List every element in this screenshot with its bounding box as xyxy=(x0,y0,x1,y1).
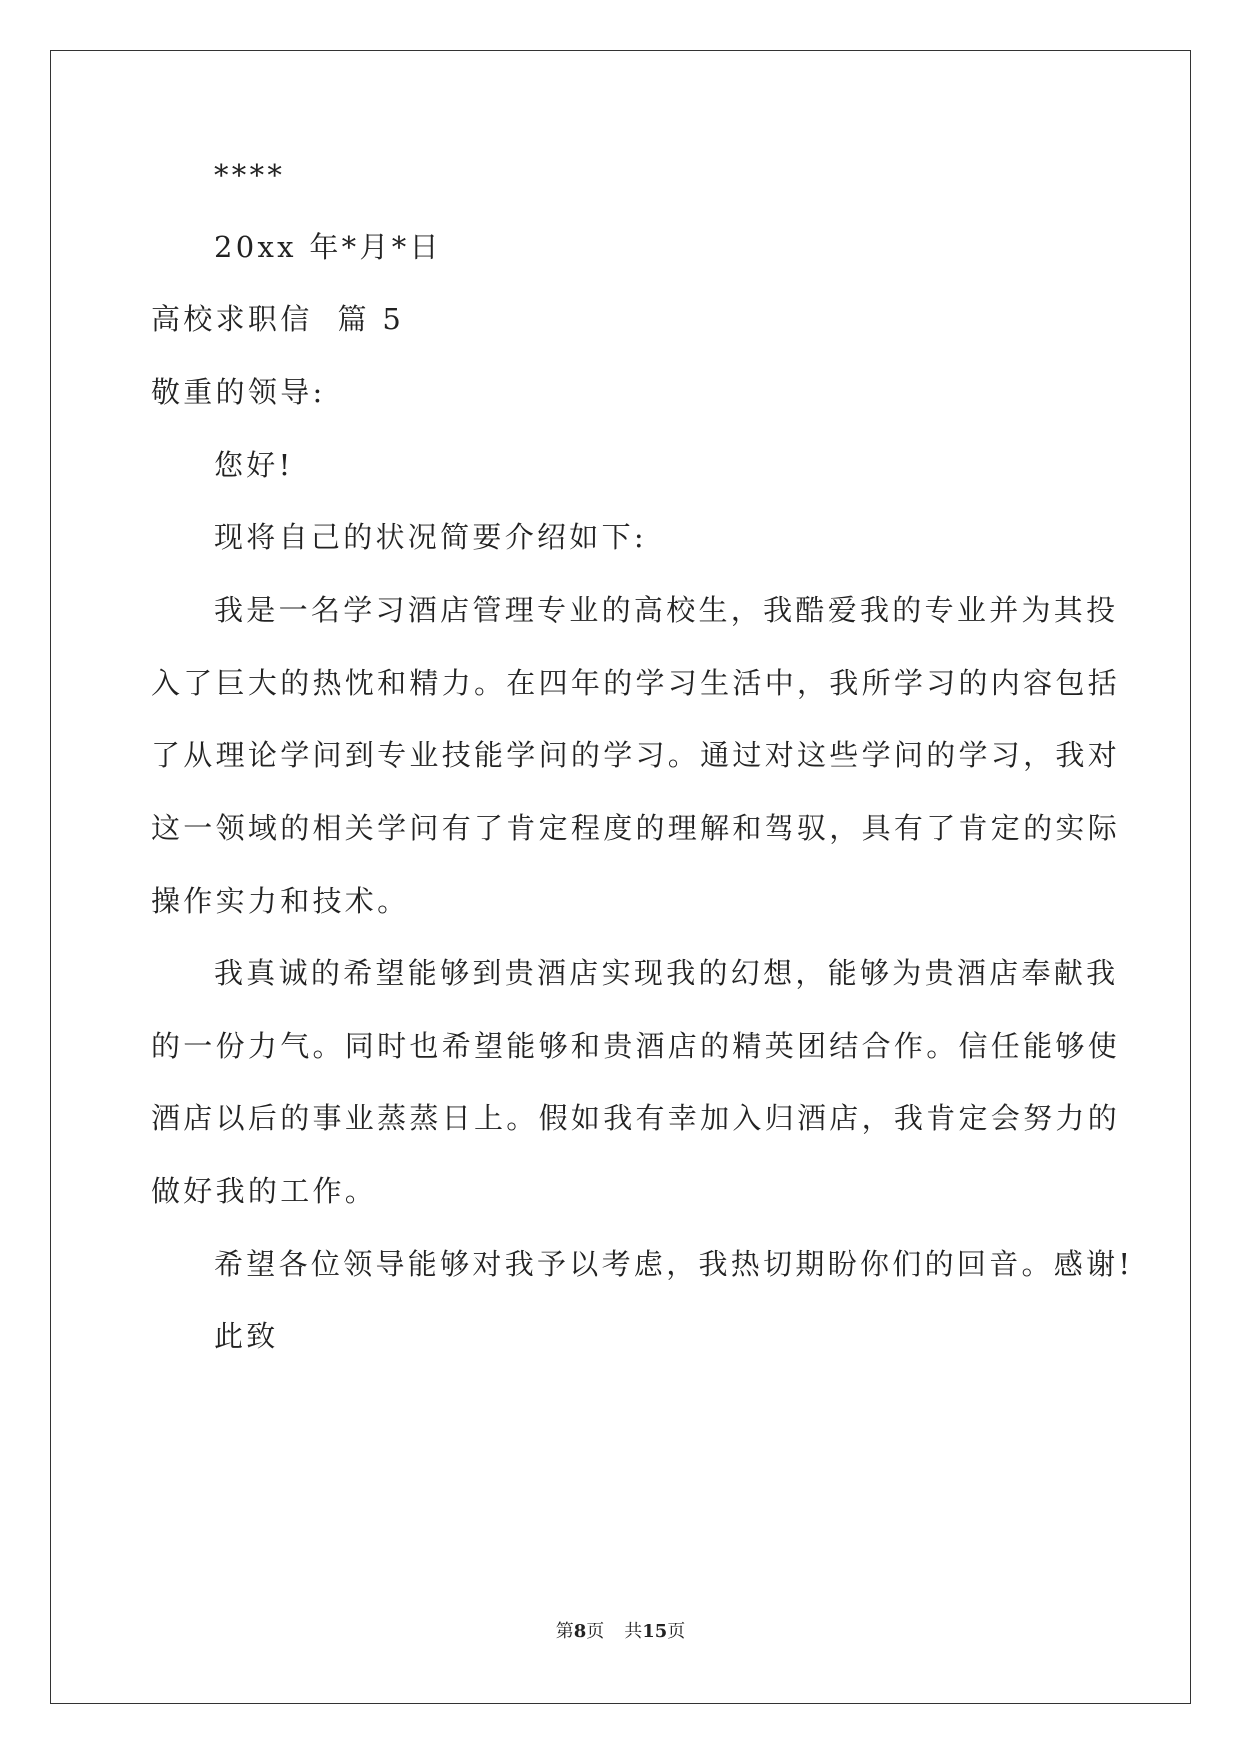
total-suffix: 页 xyxy=(667,1621,686,1642)
paragraph2-line: 我真诚的希望能够到贵酒店实现我的幻想，能够为贵酒店奉献我 xyxy=(214,956,1119,990)
date: 20xx 年*月*日 xyxy=(214,230,442,264)
intro-line: 现将自己的状况简要介绍如下: xyxy=(214,520,647,554)
paragraph1-line: 这一领域的相关学问有了肯定程度的理解和驾驭，具有了肯定的实际 xyxy=(151,811,1121,845)
total-prefix: 共 xyxy=(624,1621,643,1642)
paragraph1-line: 操作实力和技术。 xyxy=(151,884,410,918)
page-prefix: 第 xyxy=(555,1621,574,1642)
paragraph3-line: 希望各位领导能够对我予以考虑，我热切期盼你们的回音。感谢! xyxy=(214,1247,1134,1281)
section-heading: 高校求职信 篇 5 xyxy=(151,302,405,336)
paragraph1-line: 了从理论学问到专业技能学问的学习。通过对这些学问的学习，我对 xyxy=(151,738,1121,772)
signature: **** xyxy=(214,158,286,192)
current-page-number: 8 xyxy=(573,1621,587,1642)
paragraph1-line: 我是一名学习酒店管理专业的高校生，我酷爱我的专业并为其投 xyxy=(214,593,1119,627)
salutation: 敬重的领导: xyxy=(151,375,326,409)
total-page-number: 15 xyxy=(642,1621,668,1642)
page-footer xyxy=(0,1621,1241,1643)
paragraph2-line: 做好我的工作。 xyxy=(151,1174,378,1208)
paragraph1-line: 入了巨大的热忱和精力。在四年的学习生活中，我所学习的内容包括 xyxy=(151,666,1121,700)
greeting: 您好! xyxy=(214,448,294,482)
page-border xyxy=(50,50,1191,1704)
closing: 此致 xyxy=(214,1319,279,1353)
paragraph2-line: 的一份力气。同时也希望能够和贵酒店的精英团结合作。信任能够使 xyxy=(151,1029,1121,1063)
page-suffix: 页 xyxy=(586,1621,605,1642)
paragraph2-line: 酒店以后的事业蒸蒸日上。假如我有幸加入归酒店，我肯定会努力的 xyxy=(151,1101,1121,1135)
